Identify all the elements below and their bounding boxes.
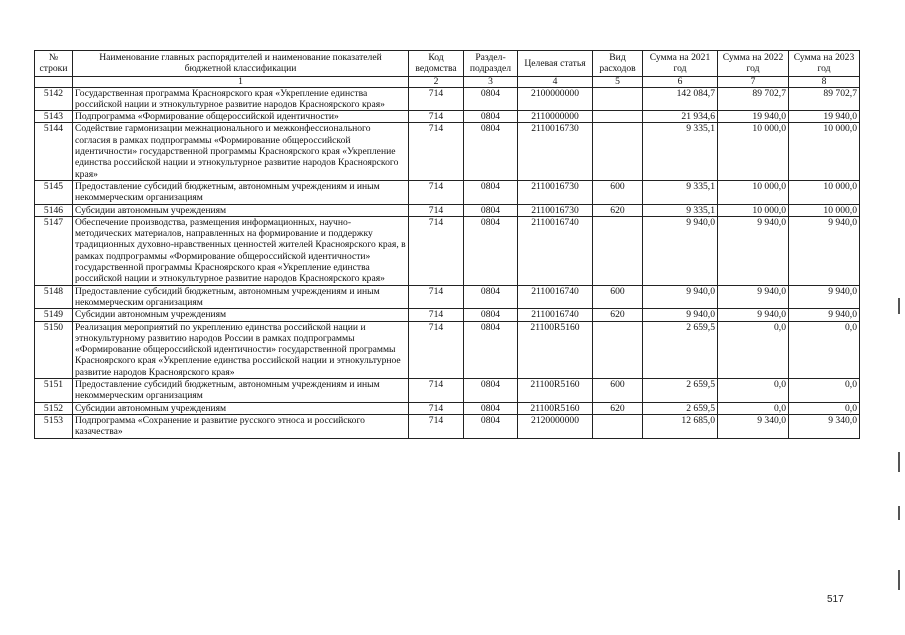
department-code-cell: 714 <box>409 180 464 204</box>
sum-2022-cell: 10 000,0 <box>718 123 789 180</box>
target-article-cell: 2110016730 <box>518 123 593 180</box>
target-article-cell: 21100R5160 <box>518 379 593 403</box>
table-row <box>35 216 860 285</box>
row-number-cell: 5147 <box>35 216 73 285</box>
table-row <box>35 414 860 438</box>
expense-type-cell: 620 <box>593 309 643 321</box>
row-number-cell: 5143 <box>35 111 73 123</box>
column-number <box>35 76 73 87</box>
column-number: 2 <box>409 76 464 87</box>
name-cell: Подпрограмма «Сохранение и развитие русского этноса и российского казачества» <box>73 414 409 438</box>
sum-2023-cell: 0,0 <box>789 321 860 378</box>
department-code-cell: 714 <box>409 285 464 309</box>
sum-2021-cell: 9 335,1 <box>643 180 718 204</box>
sum-2021-cell: 2 659,5 <box>643 321 718 378</box>
section-cell: 0804 <box>464 87 518 111</box>
row-number-cell: 5146 <box>35 204 73 216</box>
expense-type-cell: 620 <box>593 402 643 414</box>
expense-type-cell <box>593 216 643 285</box>
row-number-cell: 5151 <box>35 379 73 403</box>
department-code-cell: 714 <box>409 216 464 285</box>
sum-2022-cell: 9 340,0 <box>718 414 789 438</box>
name-cell: Обеспечение производства, размещения информационных, научно-методических материалов, направленных на формирование и поддержку традиционных духовно-нравственных ценностей жителей Красноярского края, в рамках подпрограммы «Формирование общероссийской идентичности» государственной программы Красноярского края «Укрепление единства российской нации и этнокультурное развитие народов Красноярского края» <box>73 216 409 285</box>
sum-2023-cell: 89 702,7 <box>789 87 860 111</box>
section-cell: 0804 <box>464 402 518 414</box>
table-row <box>35 180 860 204</box>
target-article-cell: 2100000000 <box>518 87 593 111</box>
row-number-cell: 5152 <box>35 402 73 414</box>
department-code-cell: 714 <box>409 309 464 321</box>
column-number-row <box>35 76 860 87</box>
sum-2023-cell: 10 000,0 <box>789 204 860 216</box>
table-row <box>35 309 860 321</box>
expense-type-cell <box>593 321 643 378</box>
name-cell: Реализация мероприятий по укреплению единства российской нации и этнокультурному развитию народов России в рамках подпрограммы «Формирование общероссийской идентичности» государственной программы Красноярского края «Укрепление единства российской нации и этнокультурное развитие народов Красноярского края» <box>73 321 409 378</box>
table-row <box>35 123 860 180</box>
section-cell: 0804 <box>464 216 518 285</box>
name-cell: Предоставление субсидий бюджетным, автономным учреждениям и иным некоммерческим организациям <box>73 180 409 204</box>
sum-2023-cell: 0,0 <box>789 402 860 414</box>
row-number-cell: 5142 <box>35 87 73 111</box>
header-sum-2021: Сумма на 2021 год <box>643 51 718 77</box>
expense-type-cell: 600 <box>593 379 643 403</box>
section-cell: 0804 <box>464 321 518 378</box>
table-row <box>35 204 860 216</box>
sum-2021-cell: 2 659,5 <box>643 402 718 414</box>
sum-2021-cell: 21 934,6 <box>643 111 718 123</box>
sum-2023-cell: 10 000,0 <box>789 180 860 204</box>
section-cell: 0804 <box>464 414 518 438</box>
column-number: 8 <box>789 76 860 87</box>
column-number: 6 <box>643 76 718 87</box>
header-sum-2022: Сумма на 2022 год <box>718 51 789 77</box>
column-number: 4 <box>518 76 593 87</box>
expense-type-cell: 600 <box>593 285 643 309</box>
row-number-cell: 5144 <box>35 123 73 180</box>
sum-2022-cell: 9 940,0 <box>718 309 789 321</box>
table-row <box>35 321 860 378</box>
header-target-article: Целевая статья <box>518 51 593 77</box>
table-row <box>35 402 860 414</box>
sum-2022-cell: 10 000,0 <box>718 180 789 204</box>
department-code-cell: 714 <box>409 321 464 378</box>
section-cell: 0804 <box>464 123 518 180</box>
name-cell: Государственная программа Красноярского края «Укрепление единства российской нации и этнокультурное развитие народов Красноярского края» <box>73 87 409 111</box>
row-number-cell: 5145 <box>35 180 73 204</box>
section-cell: 0804 <box>464 309 518 321</box>
column-number: 1 <box>73 76 409 87</box>
row-number-cell: 5148 <box>35 285 73 309</box>
target-article-cell: 2120000000 <box>518 414 593 438</box>
scan-edge-mark <box>898 452 900 472</box>
department-code-cell: 714 <box>409 414 464 438</box>
table-row <box>35 379 860 403</box>
sum-2021-cell: 9 940,0 <box>643 285 718 309</box>
expense-type-cell: 620 <box>593 204 643 216</box>
name-cell: Субсидии автономным учреждениям <box>73 204 409 216</box>
section-cell: 0804 <box>464 180 518 204</box>
expense-type-cell <box>593 87 643 111</box>
name-cell: Предоставление субсидий бюджетным, автономным учреждениям и иным некоммерческим организациям <box>73 379 409 403</box>
scan-edge-mark <box>898 298 900 314</box>
table-body <box>35 87 860 438</box>
sum-2022-cell: 0,0 <box>718 402 789 414</box>
name-cell: Содействие гармонизации межнационального и межконфессионального согласия в рамках подпрограммы «Формирование общероссийской идентичности» государственной программы Красноярского края «Укрепление единства российской нации и этнокультурное развитие народов Красноярского края» <box>73 123 409 180</box>
department-code-cell: 714 <box>409 87 464 111</box>
sum-2021-cell: 9 940,0 <box>643 309 718 321</box>
sum-2022-cell: 0,0 <box>718 321 789 378</box>
row-number-cell: 5150 <box>35 321 73 378</box>
sum-2022-cell: 9 940,0 <box>718 216 789 285</box>
sum-2021-cell: 12 685,0 <box>643 414 718 438</box>
target-article-cell: 2110016740 <box>518 309 593 321</box>
row-number-cell: 5153 <box>35 414 73 438</box>
sum-2021-cell: 2 659,5 <box>643 379 718 403</box>
header-row-number: № строки <box>35 51 73 77</box>
sum-2023-cell: 10 000,0 <box>789 123 860 180</box>
department-code-cell: 714 <box>409 123 464 180</box>
target-article-cell: 2110000000 <box>518 111 593 123</box>
name-cell: Предоставление субсидий бюджетным, автономным учреждениям и иным некоммерческим организациям <box>73 285 409 309</box>
page-number: 517 <box>827 594 844 605</box>
section-cell: 0804 <box>464 285 518 309</box>
sum-2023-cell: 9 940,0 <box>789 309 860 321</box>
target-article-cell: 2110016730 <box>518 204 593 216</box>
scan-edge-mark <box>898 570 900 590</box>
expense-type-cell: 600 <box>593 180 643 204</box>
sum-2022-cell: 10 000,0 <box>718 204 789 216</box>
budget-table <box>34 50 860 439</box>
column-number: 7 <box>718 76 789 87</box>
row-number-cell: 5149 <box>35 309 73 321</box>
expense-type-cell <box>593 123 643 180</box>
target-article-cell: 21100R5160 <box>518 321 593 378</box>
header-section: Раздел-подраздел <box>464 51 518 77</box>
name-cell: Подпрограмма «Формирование общероссийской идентичности» <box>73 111 409 123</box>
department-code-cell: 714 <box>409 402 464 414</box>
name-cell: Субсидии автономным учреждениям <box>73 402 409 414</box>
header-name: Наименование главных распорядителей и наименование показателей бюджетной классификации <box>73 51 409 77</box>
section-cell: 0804 <box>464 204 518 216</box>
header-department-code: Код ведомства <box>409 51 464 77</box>
sum-2023-cell: 19 940,0 <box>789 111 860 123</box>
sum-2022-cell: 19 940,0 <box>718 111 789 123</box>
table-row <box>35 111 860 123</box>
scan-edge-mark <box>898 506 900 520</box>
target-article-cell: 2110016740 <box>518 216 593 285</box>
target-article-cell: 2110016730 <box>518 180 593 204</box>
sum-2021-cell: 9 335,1 <box>643 204 718 216</box>
sum-2023-cell: 9 940,0 <box>789 216 860 285</box>
sum-2021-cell: 9 940,0 <box>643 216 718 285</box>
department-code-cell: 714 <box>409 204 464 216</box>
sum-2022-cell: 9 940,0 <box>718 285 789 309</box>
name-cell: Субсидии автономным учреждениям <box>73 309 409 321</box>
header-row <box>35 51 860 77</box>
table-row <box>35 87 860 111</box>
sum-2022-cell: 89 702,7 <box>718 87 789 111</box>
sum-2022-cell: 0,0 <box>718 379 789 403</box>
department-code-cell: 714 <box>409 111 464 123</box>
section-cell: 0804 <box>464 111 518 123</box>
sum-2023-cell: 9 340,0 <box>789 414 860 438</box>
header-expense-type: Вид расходов <box>593 51 643 77</box>
column-number: 5 <box>593 76 643 87</box>
sum-2021-cell: 9 335,1 <box>643 123 718 180</box>
column-number: 3 <box>464 76 518 87</box>
sum-2021-cell: 142 084,7 <box>643 87 718 111</box>
expense-type-cell <box>593 414 643 438</box>
sum-2023-cell: 0,0 <box>789 379 860 403</box>
header-sum-2023: Сумма на 2023 год <box>789 51 860 77</box>
department-code-cell: 714 <box>409 379 464 403</box>
expense-type-cell <box>593 111 643 123</box>
target-article-cell: 21100R5160 <box>518 402 593 414</box>
section-cell: 0804 <box>464 379 518 403</box>
table-row <box>35 285 860 309</box>
target-article-cell: 2110016740 <box>518 285 593 309</box>
sum-2023-cell: 9 940,0 <box>789 285 860 309</box>
